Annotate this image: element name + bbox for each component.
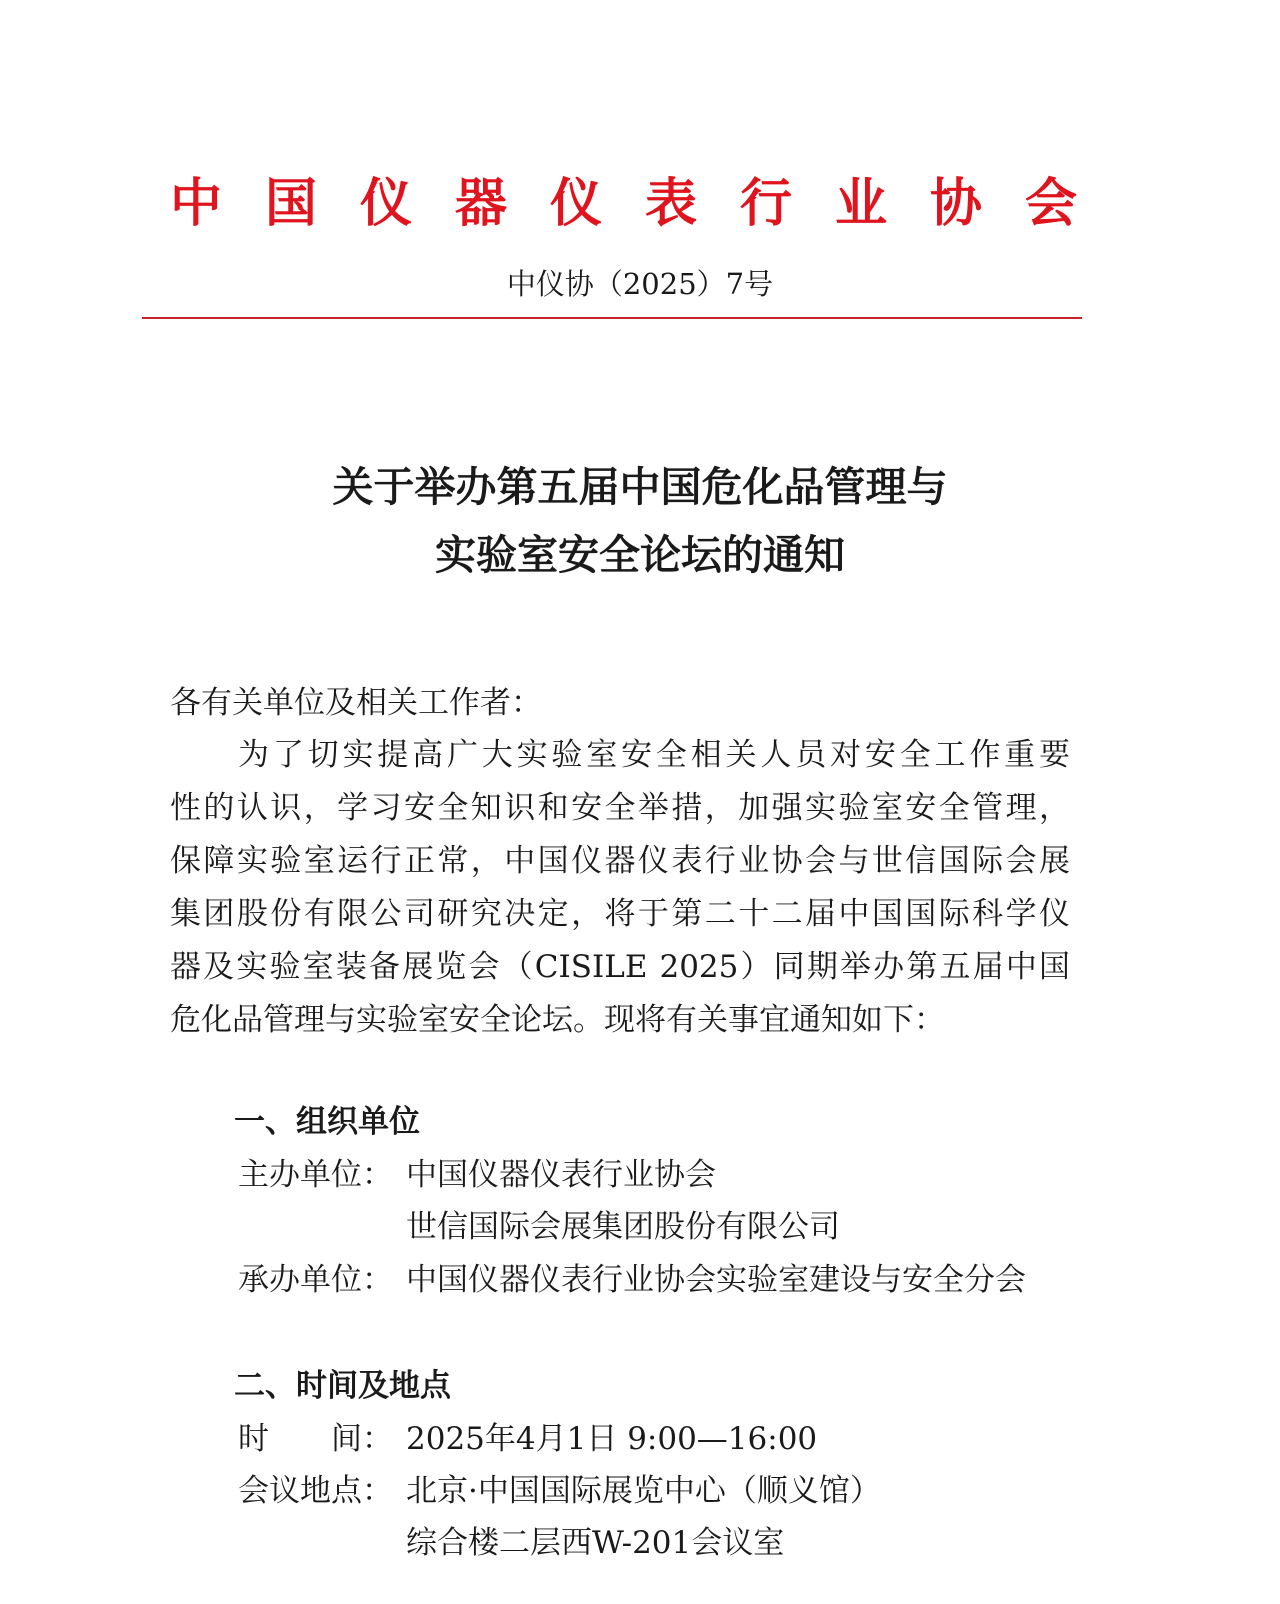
intro-line: 为了切实提高广大实验室安全相关人员对安全工作重要 xyxy=(238,737,1070,773)
organizer-label: 承办单位： xyxy=(238,1262,393,1298)
intro-line: 集团股份有限公司研究决定，将于第二十二届中国国际科学仪 xyxy=(170,896,1070,932)
intro-line: 器及实验室装备展览会（CISILE 2025）同期举办第五届中国 xyxy=(170,949,1070,985)
salutation: 各有关单位及相关工作者： xyxy=(170,685,542,721)
section-heading: 一、组织单位 xyxy=(234,1104,420,1140)
venue-line: 北京·中国国际展览中心（顺义馆） xyxy=(406,1473,881,1509)
intro-line: 危化品管理与实验室安全论坛。现将有关事宜通知如下： xyxy=(170,1002,945,1038)
venue-line: 综合楼二层西W-201会议室 xyxy=(406,1525,785,1561)
host-name: 中国仪器仪表行业协会 xyxy=(406,1157,716,1193)
notice-title-line2: 实验室安全论坛的通知 xyxy=(435,531,845,579)
host-label: 主办单位： xyxy=(238,1157,393,1193)
time-label: 时 间： xyxy=(238,1421,393,1457)
venue-label: 会议地点： xyxy=(238,1473,393,1509)
document-number: 中仪协（2025）7号 xyxy=(506,267,774,301)
notice-title-line1: 关于举办第五届中国危化品管理与 xyxy=(332,463,948,511)
time-value: 2025年4月1日 9:00—16:00 xyxy=(406,1421,818,1457)
intro-line: 保障实验室运行正常，中国仪器仪表行业协会与世信国际会展 xyxy=(170,843,1070,879)
intro-line: 性的认识，学习安全知识和安全举措，加强实验室安全管理， xyxy=(170,790,1070,826)
section-heading: 二、时间及地点 xyxy=(234,1368,451,1404)
red-divider xyxy=(142,317,1082,319)
host-name: 世信国际会展集团股份有限公司 xyxy=(406,1209,840,1245)
organization-letterhead: 中国仪器仪表行业协会 xyxy=(170,173,1121,234)
organizer-name: 中国仪器仪表行业协会实验室建设与安全分会 xyxy=(406,1262,1026,1298)
